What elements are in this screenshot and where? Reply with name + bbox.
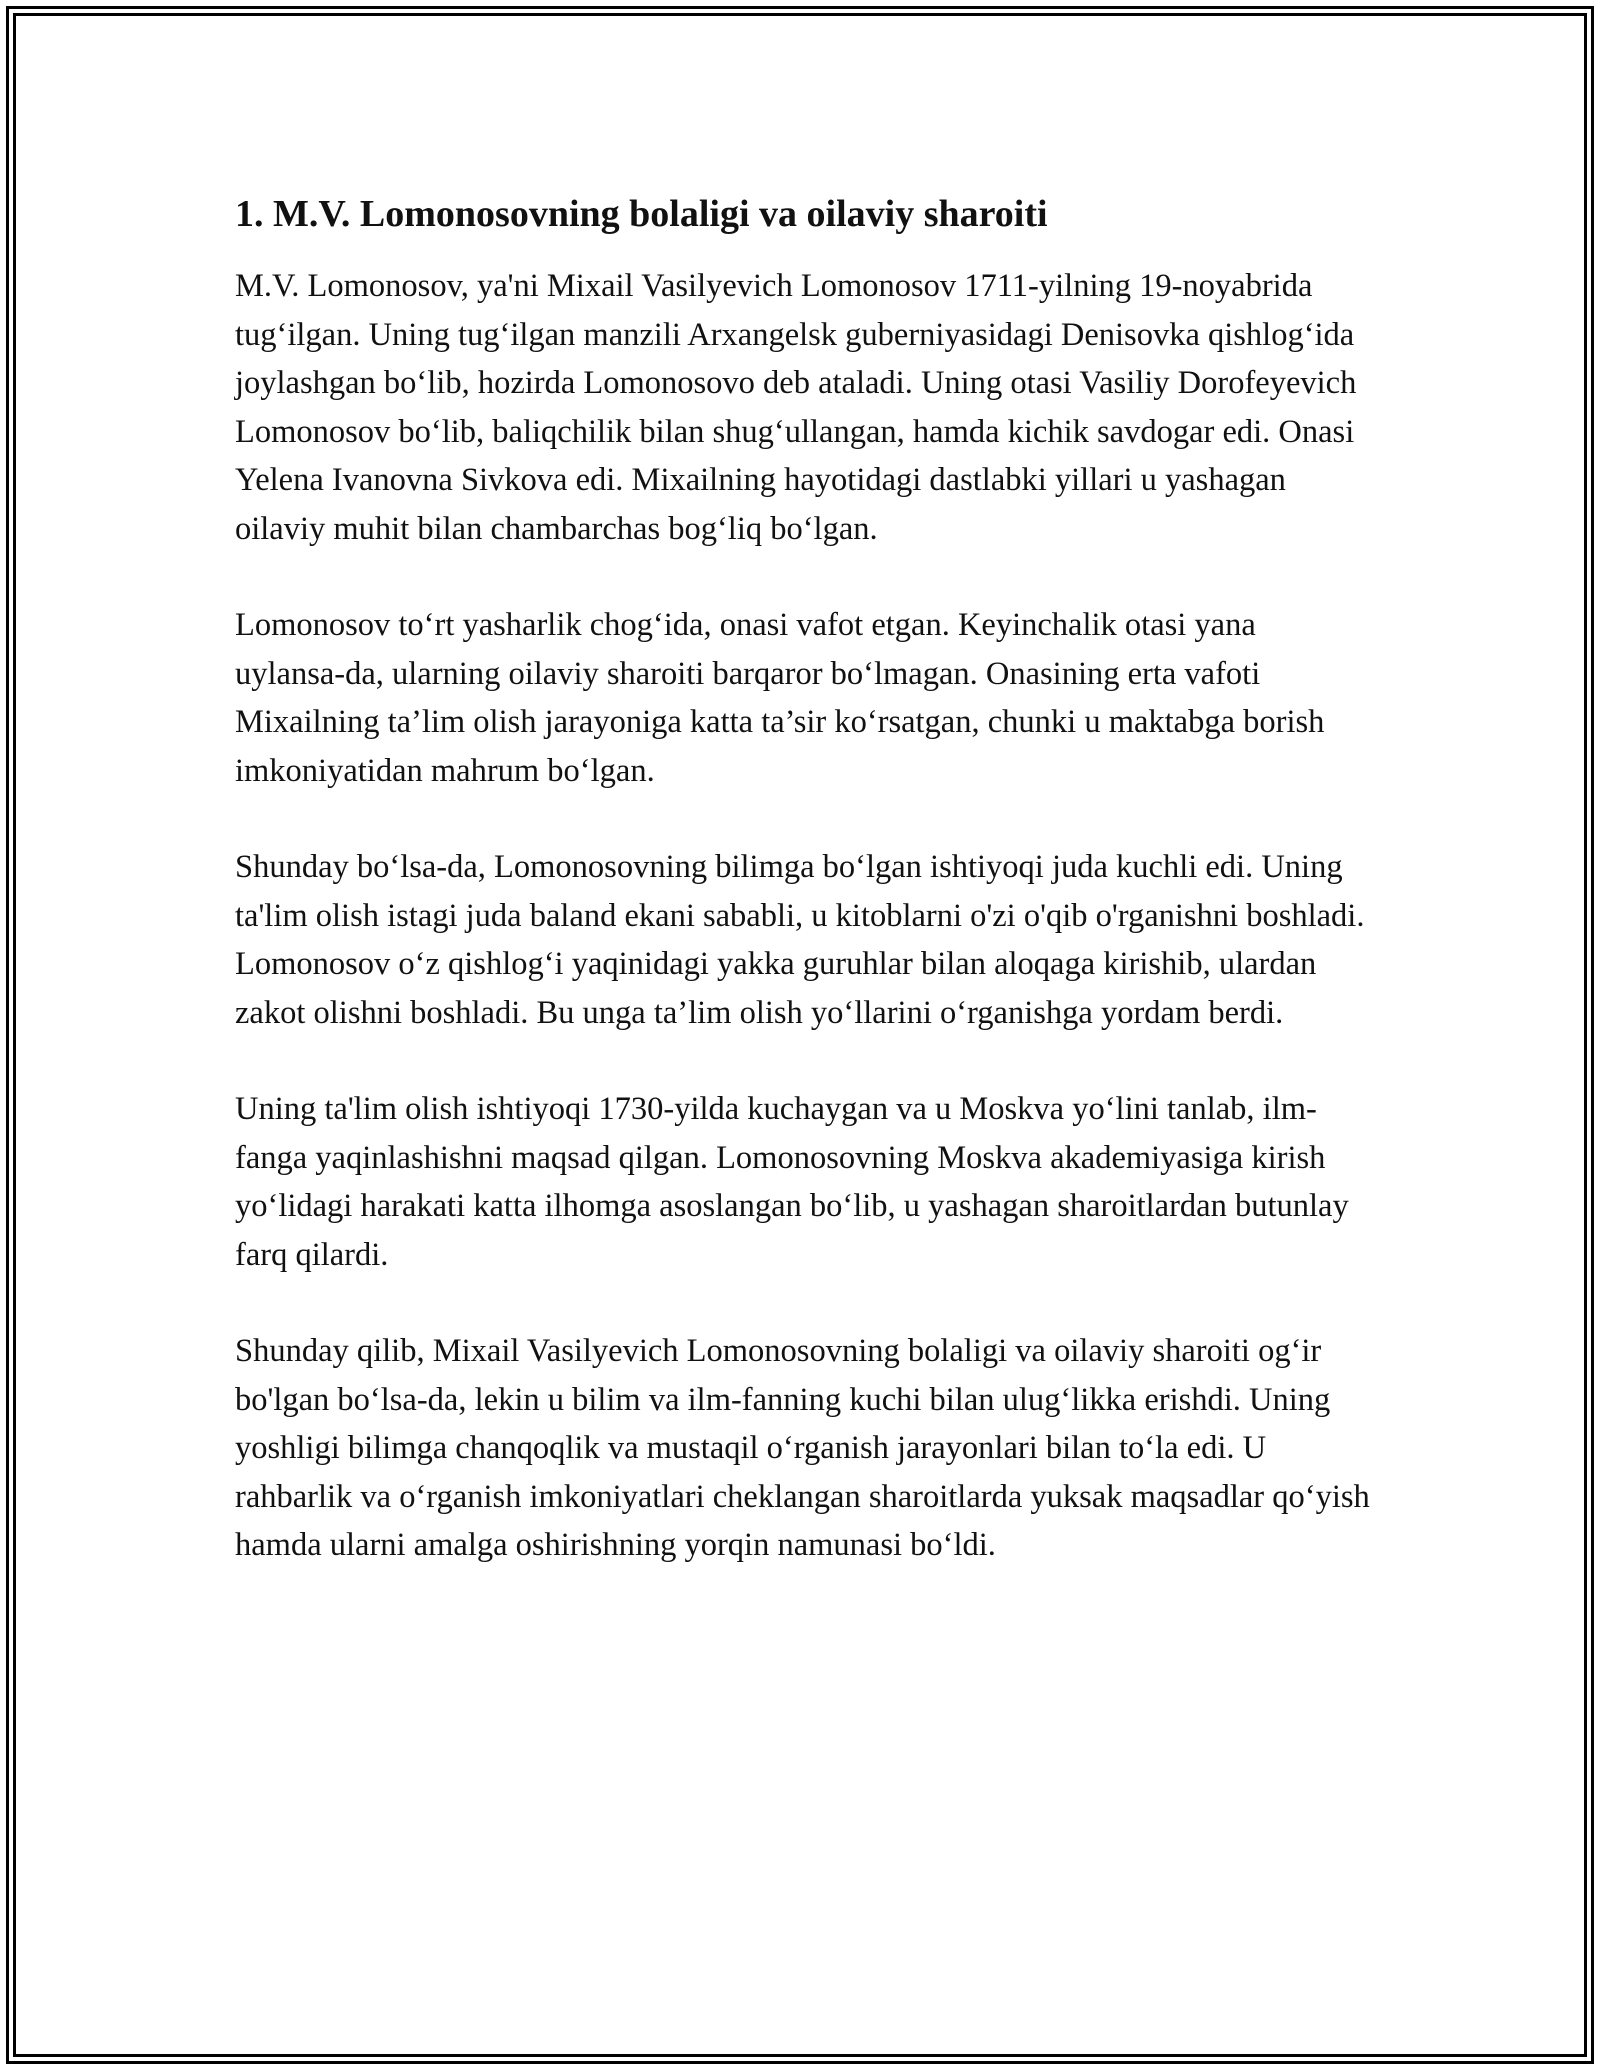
paragraph-self-learning: Shunday bo‘lsa-da, Lomonosovning bilimga bo‘lgan ishtiyoqi juda kuchli edi. Uning ta'lim olish istagi juda baland ekani sababli, u kitoblarni o'zi o'qib o'rganishni boshladi. Lomonosov o‘z qishlog‘i yaqinidagi yakka guruhlar bilan aloqaga kirishib, ulardan zakot olishni boshladi. Bu unga ta’lim olish yo‘llarini o‘rganishga yordam berdi.	[235, 849, 1365, 1031]
paragraph-mother-death: Lomonosov to‘rt yasharlik chog‘ida, onasi vafot etgan. Keyinchalik otasi yana uylansa-da, ularning oilaviy sharoiti barqaror bo‘lmagan. Onasining erta vafoti Mixailning ta’lim olish jarayoniga katta ta’sir ko‘rsatgan, chunki u maktabga borish imkoniyatidan mahrum bo‘lgan.	[235, 607, 1325, 789]
document-title: 1. M.V. Lomonosovning bolaligi va oilaviy sharoiti	[235, 193, 1048, 235]
paragraph-moscow-journey: Uning ta'lim olish ishtiyoqi 1730-yilda kuchaygan va u Moskva yo‘lini tanlab, ilm-fanga yaqinlashishni maqsad qilgan. Lomonosovning Moskva akademiyasiga kirish yo‘lidagi harakati katta ilhomga asoslangan bo‘lib, u yashagan sharoitlardan butunlay farq qilardi.	[235, 1091, 1349, 1273]
paragraph-birth-and-family: M.V. Lomonosov, ya'ni Mixail Vasilyevich Lomonosov 1711-yilning 19-noyabrida tug‘ilgan. Uning tug‘ilgan manzili Arxangelsk guberniyasidagi Denisovka qishlog‘ida joylashgan bo‘lib, hozirda Lomonosovo deb ataladi. Uning otasi Vasiliy Dorofeyevich Lomonosov bo‘lib, baliqchilik bilan shug‘ullangan, hamda kichik savdogar edi. Onasi Yelena Ivanovna Sivkova edi. Mixailning hayotidagi dastlabki yillari u yashagan oilaviy muhit bilan chambarchas bog‘liq bo‘lgan.	[235, 268, 1357, 547]
document-body	[235, 186, 1370, 1618]
paragraph-conclusion: Shunday qilib, Mixail Vasilyevich Lomonosovning bolaligi va oilaviy sharoiti og‘ir bo'lgan bo‘lsa-da, lekin u bilim va ilm-fanning kuchi bilan ulug‘likka erishdi. Uning yoshligi bilimga chanqoqlik va mustaqil o‘rganish jarayonlari bilan to‘la edi. U rahbarlik va o‘rganish imkoniyatlari cheklangan sharoitlarda yuksak maqsadlar qo‘yish hamda ularni amalga oshirishning yorqin namunasi bo‘ldi.	[235, 1333, 1370, 1563]
